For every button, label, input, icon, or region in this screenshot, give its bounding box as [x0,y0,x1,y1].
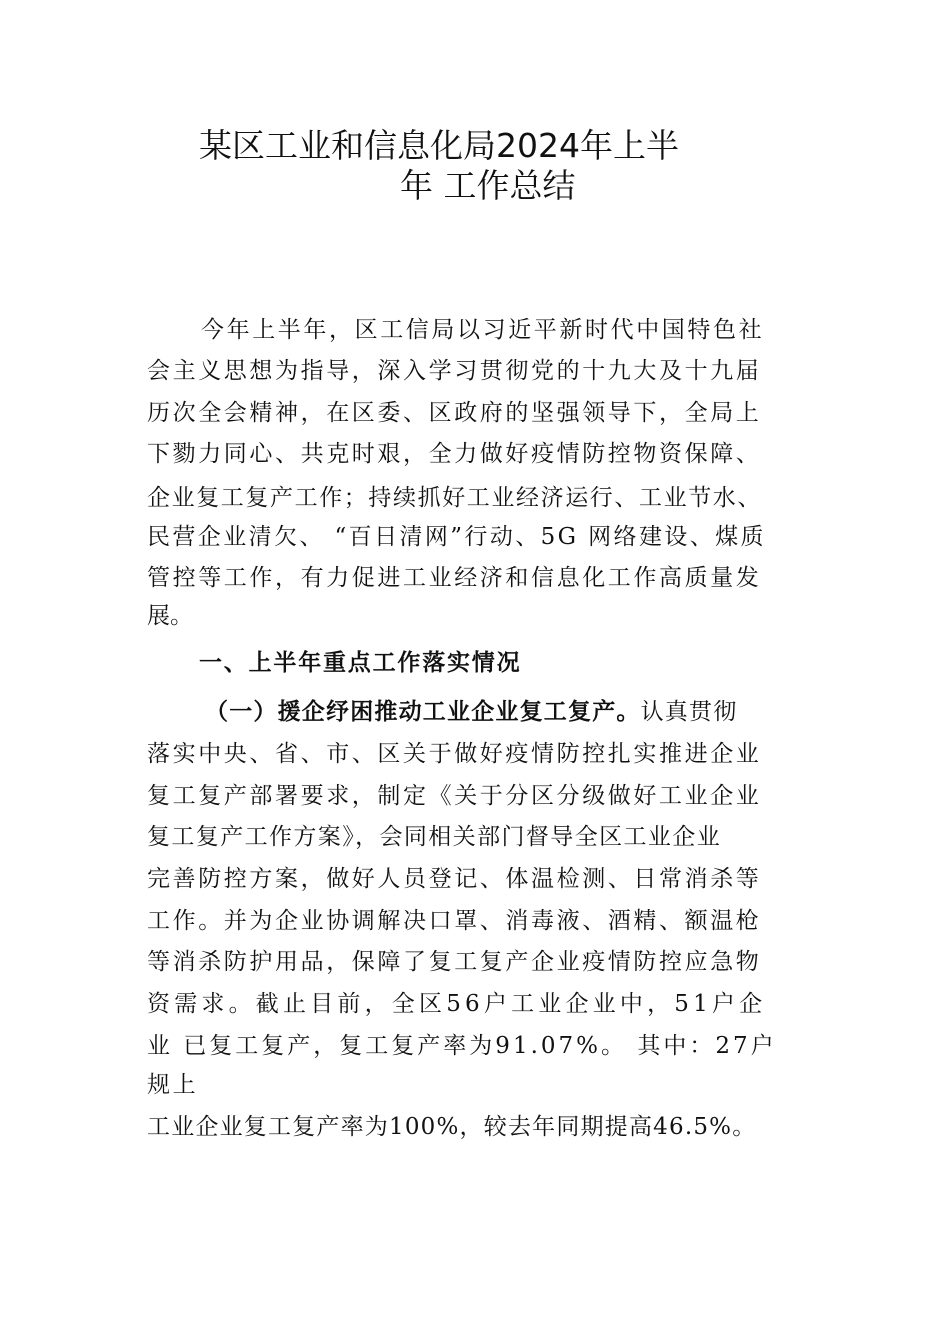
subsection-first-line [205,697,737,727]
paragraph-line: 展。 [147,603,193,629]
document-title-line-1: 某区工业和信息化局2024年上半 [199,126,679,165]
paragraph-line: 下勠力同心、共克时艰，全力做好疫情防控物资保障、 [147,441,762,467]
paragraph-line: 今年上半年，区工信局以习近平新时代中国特色社 [201,317,765,343]
paragraph-line: 复工复产工作方案》，会同相关部门督导全区工业企业 [147,824,722,850]
paragraph-line: 工业企业复工复产率为100%，较去年同期提高46.5%。 [147,1114,757,1140]
document-title-line-2: 年 工作总结 [400,166,576,205]
paragraph-line: 历次全会精神，在区委、区政府的坚强领导下，全局上 [147,400,762,426]
subsection-first-line-tail: 认真贯彻 [640,699,738,725]
paragraph-line: 民营企业清欠、 “百日清网”行动、5G 网络建设、煤质 [147,524,766,550]
paragraph-line: 等消杀防护用品，保障了复工复产企业疫情防控应急物 [147,949,762,975]
paragraph-line: 完善防控方案，做好人员登记、体温检测、日常消杀等 [147,866,762,892]
subsection-heading: （一）援企纾困推动工业企业复工复产。 [205,698,641,725]
paragraph-line: 工作。并为企业协调解决口罩、消毒液、酒精、额温枪 [147,908,762,934]
paragraph-line: 会主义思想为指导，深入学习贯彻党的十九大及十九届 [147,358,762,384]
paragraph-line: 业 已复工复产，复工复产率为91.07%。 其中：27户 [147,1033,777,1059]
paragraph-line: 规上 [147,1072,199,1098]
paragraph-line: 复工复产部署要求，制定《关于分区分级做好工业企业 [147,783,762,809]
paragraph-line: 企业复工复产工作；持续抓好工业经济运行、工业节水、 [147,485,762,511]
paragraph-line: 落实中央、省、市、区关于做好疫情防控扎实推进企业 [147,741,762,767]
paragraph-line: 管控等工作，有力促进工业经济和信息化工作高质量发 [147,565,762,591]
paragraph-line: 资需求。截止目前，全区56户工业企业中，51户企 [147,991,767,1017]
section-heading: 一、上半年重点工作落实情况 [199,649,522,676]
